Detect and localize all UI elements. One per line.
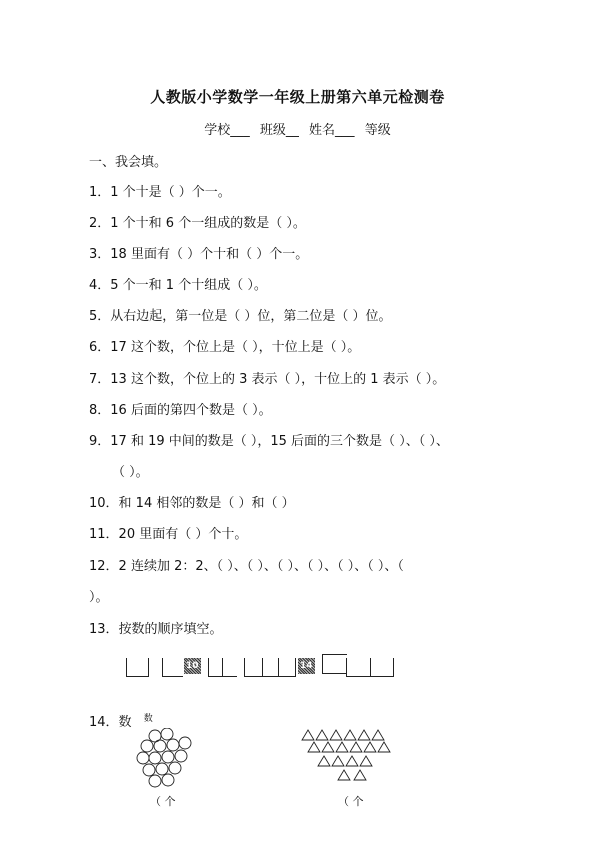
triangle-mark [336,742,348,752]
circle-mark [179,737,191,749]
triangle-mark [354,770,366,780]
circle-mark [162,774,174,786]
question-14: 14．数 $^数$ [89,714,153,730]
sequence-box [208,658,223,677]
triangle-mark [316,730,328,740]
question-10: 10．和 14 相邻的数是（ ）和（ ） [89,496,295,511]
triangle-mark [372,730,384,740]
circle-mark [156,763,168,775]
question-13: 13．按数的顺序填空。 [89,622,223,637]
question-12-line2: ）。 [89,590,109,605]
circle-mark [149,752,161,764]
page-title: 人教版小学数学一年级上册第六单元检测卷 [150,88,445,106]
triangle-mark [358,730,370,740]
circles-answer: （ 个 [150,795,176,808]
student-info-line: 学校___ 班级__ 姓名___ 等级 [204,123,391,138]
circle-mark [149,775,161,787]
circle-mark [175,750,187,762]
question-9-line2: （ ）。 [112,465,149,480]
triangle-mark [332,756,344,766]
sequence-box [346,658,371,677]
sequence-number: 14 [298,658,315,674]
triangle-mark [344,730,356,740]
sequence-box [322,654,347,674]
question-2: 2．1 个十和 6 个一组成的数是（ ）。 [89,216,306,231]
triangle-mark [350,742,362,752]
triangle-mark [330,730,342,740]
question-6: 6．17 这个数，个位上是（ ），十位上是（ ）。 [89,340,361,355]
question-8: 8．16 后面的第四个数是（ ）。 [89,403,272,418]
number-sequence-strip [126,654,396,680]
question-12-line1: 12．2 连续加 2：2、（ ）、（ ）、（ ）、（ ）、（ ）、（ ）、（ [89,559,404,574]
question-1: 1．1 个十是（ ）个一。 [89,185,231,200]
triangle-mark [360,756,372,766]
circle-mark [154,740,166,752]
triangle-mark [322,742,334,752]
triangles-picture [296,728,396,786]
question-5: 5．从右边起，第一位是（ ）位，第二位是（ ）位。 [89,309,392,324]
circle-mark [161,728,173,740]
triangle-mark [378,742,390,752]
question-14-fragment: 数 [143,714,153,724]
triangle-mark [308,742,320,752]
triangle-mark [302,730,314,740]
sequence-box [262,658,279,677]
triangles-answer: （ 个 [338,795,364,808]
question-4: 4．5 个一和 1 个十组成（ ）。 [89,278,267,293]
triangle-mark [318,756,330,766]
question-7: 7．13 这个数，个位上的 3 表示（ ），十位上的 1 表示（ ）。 [89,372,446,387]
section-heading: 一、我会填。 [89,155,168,170]
question-11: 11．20 里面有（ ）个十。 [89,527,248,542]
question-9-line1: 9．17 和 19 中间的数是（ ），15 后面的三个数是（ ）、（ ）、 [89,434,449,449]
circle-mark [141,740,153,752]
sequence-box [222,658,237,677]
triangle-mark [364,742,376,752]
sequence-box [162,658,183,677]
sequence-number: 10 [184,658,201,674]
circle-mark [143,764,155,776]
triangle-mark [338,770,350,780]
circle-mark [169,762,181,774]
circle-mark [167,739,179,751]
circle-mark [162,751,174,763]
question-3: 3．18 里面有（ ）个十和（ ）个一。 [89,247,309,262]
sequence-box [148,658,163,676]
circle-mark [137,752,149,764]
sequence-box [244,658,263,677]
circles-picture [135,728,205,790]
sequence-box [370,658,394,677]
triangle-mark [346,756,358,766]
sequence-box [278,658,296,677]
sequence-box [126,658,149,677]
